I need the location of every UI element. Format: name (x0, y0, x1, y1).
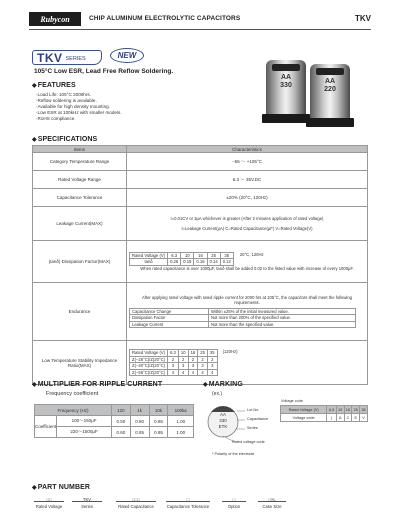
table-header-row (33, 146, 368, 153)
table-row: Endurance After applying rated voltage with rated ripple current for 2000 hrs at 105°C, the capacitors shall meet the following requirements. Capacitance Change Within ±25% of the initial measured value. Dissipation Factor Not more than 200% of the specified value. Leakage Current Not more than the specified value. (33, 283, 368, 341)
dissipation-factor-table: Rated Voltage (V) 6.3 10 16 25 35 tanδ 0.26 0.19 0.16 0.14 0.12 (129, 252, 234, 266)
series-name: TKV (37, 50, 63, 65)
series-title-box (32, 50, 102, 65)
feature-item: ·Low ESR at 100kHz with smaller models. (36, 110, 122, 115)
diamond-icon: ◆ (203, 382, 208, 388)
brand-logo: Rubycon (29, 12, 81, 26)
marking-label: Rated voltage code (232, 440, 265, 444)
capacitor-marking: AA (280, 74, 292, 81)
ripple-multiplier-table (34, 404, 194, 438)
capacitor-image (310, 64, 350, 124)
series-code: TKV (355, 14, 371, 23)
features-heading: ◆FEATURES (32, 82, 76, 89)
voltage-code-title: Voltage code (281, 399, 303, 403)
part-number-field: □×L Case Size (258, 497, 286, 509)
feature-item: ·Load Life: 105°C 2000hrs. (36, 92, 91, 97)
diamond-icon: ◆ (32, 137, 37, 143)
ripple-heading: ◆MULTIPLIER FOR RIPPLE CURRENT (32, 381, 163, 388)
marking-heading: ◆MARKING (203, 381, 243, 388)
measurement-condition: (120Hz) (222, 349, 238, 354)
table-row: Coefficient 100～150μF 0.50 0.80 0.95 1.00 (35, 416, 194, 427)
table-header-row: Frequency (Hz) 120 1k 10k 100k≤ (35, 405, 194, 416)
table-row: Capacitance Tolerance ±20% (20°C, 120Hz) (33, 189, 368, 207)
marking-label: Capacitance (247, 417, 269, 421)
table-row: Rated Voltage Range 6.3 ～ 35V.DC (33, 171, 368, 189)
ripple-subheading: Frequency coefficient (46, 391, 99, 397)
capacitor-photo (262, 52, 357, 132)
specifications-heading: ◆SPECIFICATIONS (32, 136, 98, 143)
capacitor-marking: 220 (324, 86, 336, 93)
marking-sample-text: AA 330 ETK (218, 412, 228, 429)
part-number-field: TKV Series (72, 497, 102, 509)
diamond-icon: ◆ (32, 485, 37, 491)
feature-item: ·RoHS compliance. (36, 116, 76, 121)
voltage-code-table (280, 405, 368, 422)
marking-example-label: (ex.) (212, 391, 222, 397)
table-row: Category Temperature Range −55 ～ +105°C (33, 153, 368, 171)
marking-footnote: * Polarity of the electrode (212, 452, 255, 456)
table-row: Voltage code j A C E V (281, 414, 368, 422)
part-number-field: □□□ Rated Capacitance (116, 497, 156, 509)
marking-label: Lot No. (247, 408, 260, 412)
part-number-field: □ Capacitance Tolerance (166, 497, 210, 509)
table-row: Low Temperature Stability Impedance Ratio(MAX) Rated Voltage (V) 6.3 10 16 25 35 Z(−25°C)/Z(20°C) 2 2 2 2 2 Z(−40°C)/Z(20°C) 3 3 3 3 3 Z(−55°C)/Z(20°C) 4 4 4 4 4 (120Hz) (33, 341, 368, 385)
leakage-formula: I=0.01CV or 3μA whichever is greater (After 2 minutes application of rated voltage) (170, 215, 324, 221)
measurement-condition: 20°C, 120Hz (239, 251, 264, 257)
table-header-row: Rated Voltage (V) 6.3 10 16 25 35 (281, 406, 368, 414)
endurance-table: Capacitance Change Within ±25% of the initial measured value. Dissipation Factor Not more than 200% of the specified value. Leakage Current Not more than the specified value. (129, 308, 356, 329)
feature-item: ·Reflow soldering is available. (36, 98, 97, 103)
part-number-field: □ Option (222, 497, 246, 509)
document-header (29, 12, 371, 27)
features-list (36, 92, 122, 122)
series-suffix: SERIES (65, 56, 86, 62)
part-number-heading: ◆PART NUMBER (32, 484, 91, 491)
impedance-ratio-table: Rated Voltage (V) 6.3 10 16 25 35 Z(−25°C)/Z(20°C) 2 2 2 2 2 Z(−40°C)/Z(20°C) 3 3 3 3 3 Z(−55°C)/Z(20°C) 4 4 4 4 4 (129, 349, 218, 376)
diamond-icon: ◆ (32, 83, 37, 89)
capacitor-marking: 330 (280, 82, 292, 89)
table-row: Leakage Current(MAX) I=0.01CV or 3μA whichever is greater (After 2 minutes application of rated voltage) I=Leakage Current(μA) C=Rated Capacitance(μF) V=Rated Voltage(V) (33, 207, 368, 241)
marking-label: Series (247, 426, 258, 430)
capacitor-image (266, 60, 306, 120)
table-row: (tanδ) Dissipation Factor(MAX) Rated Voltage (V) 6.3 10 16 25 35 tanδ 0.26 0.19 0.16 0.14 0.12 20°C, 120Hz When rated capacitance is over 1000μF, tanδ shall be added 0.02 to the listed value with increase of every 1000μF. (33, 241, 368, 283)
diamond-icon: ◆ (32, 382, 37, 388)
document-title: CHIP ALUMINUM ELECTROLYTIC CAPACITORS (89, 15, 241, 22)
endurance-intro: After applying rated voltage with rated ripple current for 2000 hrs at 105°C, the capacitors shall meet the following requirements. (141, 294, 352, 306)
leakage-legend: I=Leakage Current(μA) C=Rated Capacitance(μF) V=Rated Voltage(V) (181, 226, 313, 231)
feature-item: ·Available for high density mounting. (36, 104, 110, 109)
new-badge: NEW (110, 48, 144, 63)
column-header: Items (33, 146, 127, 153)
dissipation-note: When rated capacitance is over 1000μF, tanδ shall be added 0.02 to the listed value with increase of every 1000μF. (140, 265, 354, 271)
capacitor-marking: AA (324, 78, 336, 85)
specifications-table (32, 145, 368, 385)
table-row: 220～1500μF 0.60 0.85 0.95 1.00 (35, 427, 194, 438)
tagline: 105°C Low ESR, Lead Free Reflow Soldering. (34, 68, 174, 75)
header-divider (29, 29, 371, 30)
part-number-field: □□ Rated Voltage (35, 497, 63, 509)
column-header: Characteristics (127, 146, 368, 153)
